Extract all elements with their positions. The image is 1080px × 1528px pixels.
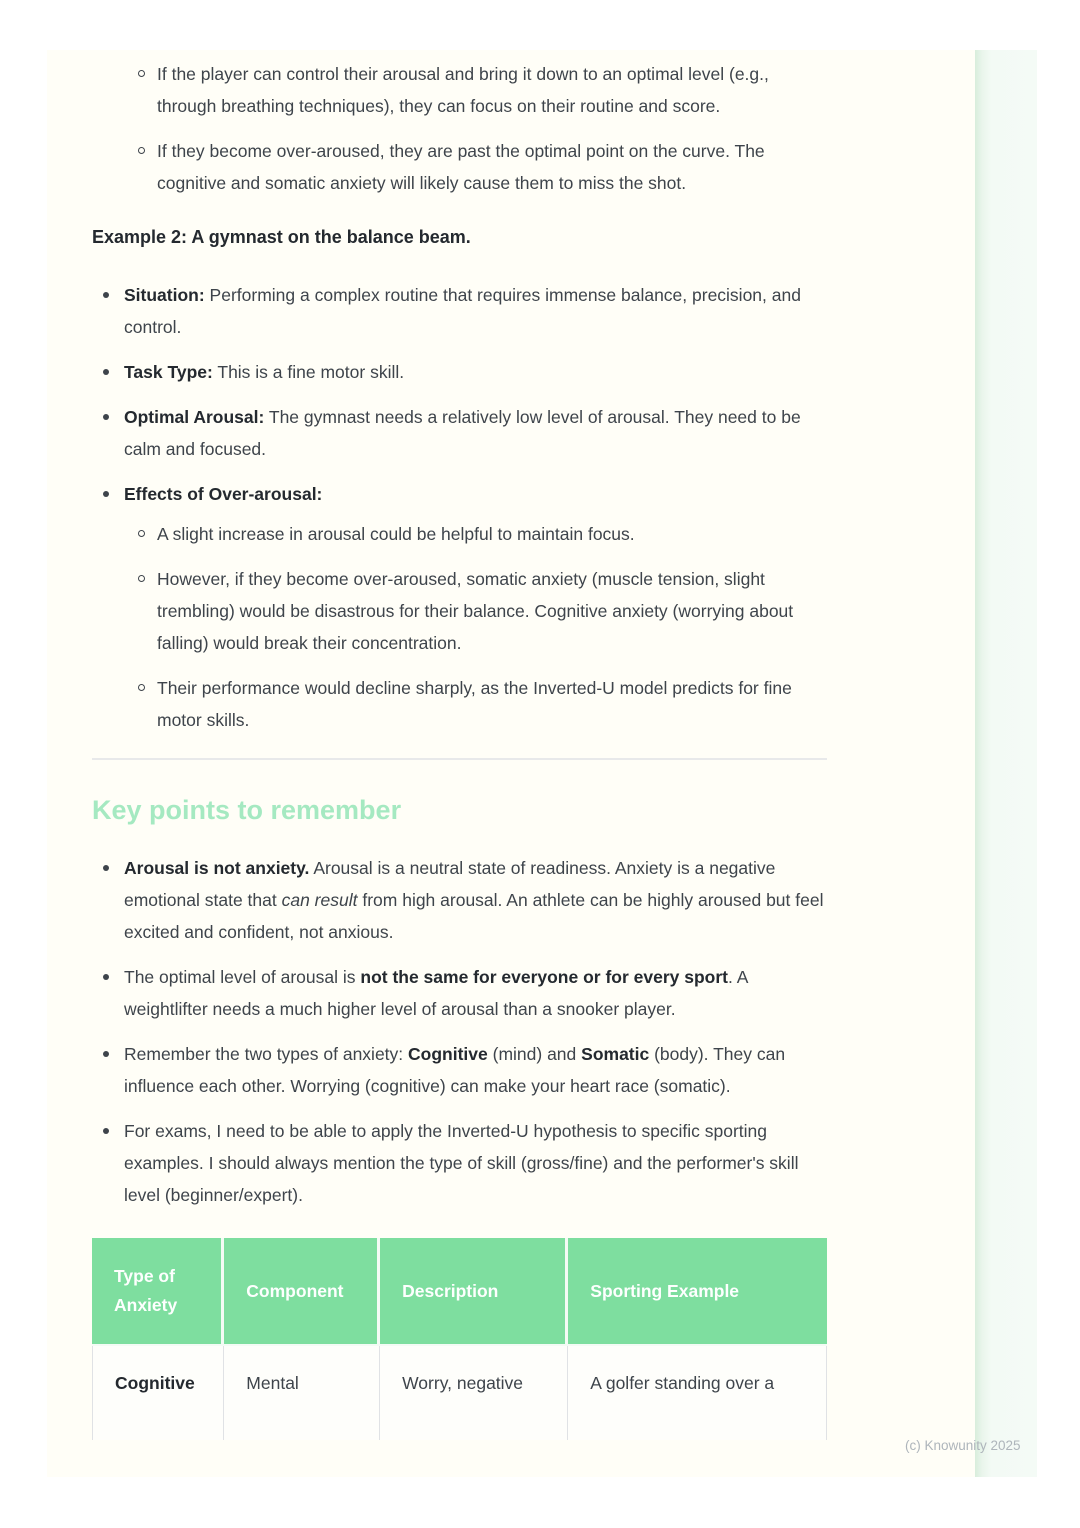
- disc-bullet-icon: [103, 292, 124, 298]
- disc-bullet-icon: [103, 1051, 124, 1057]
- list-item-text: [124, 356, 827, 388]
- list-item: [92, 1038, 827, 1102]
- list-item: [92, 852, 827, 948]
- list-item-text: [124, 961, 827, 1025]
- disc-bullet-icon: [103, 865, 124, 871]
- disc-bullet-icon: [103, 414, 124, 420]
- page-edge-stripe: [975, 50, 1037, 1477]
- notes-page: [47, 50, 975, 1477]
- bold-segment: Cognitive: [408, 1044, 488, 1064]
- circle-bullet-icon: [138, 575, 157, 582]
- bullet-body: The gymnast needs a relatively low level of arousal. They need to be calm and focused.: [124, 407, 801, 459]
- example2-title: Example 2: A gymnast on the balance beam.: [92, 227, 471, 247]
- list-item-text: [124, 1038, 827, 1102]
- list-item: [92, 279, 827, 343]
- list-item-text: If the player can control their arousal and bring it down to an optimal level (e.g., through breathing techniques), they can focus on their routine and score.: [157, 64, 769, 116]
- copyright-watermark: (c) Knowunity 2025: [905, 1438, 1021, 1453]
- list-item-text: [124, 279, 827, 343]
- circle-bullet-icon: [138, 684, 157, 691]
- example2-bullet-list: [92, 279, 827, 510]
- list-item: [92, 58, 827, 122]
- text-segment: Remember the two types of anxiety:: [124, 1044, 409, 1064]
- anxiety-types-table: [92, 1238, 827, 1440]
- table-header-cell: Component: [224, 1238, 380, 1346]
- list-item-text: However, if they become over-aroused, somatic anxiety (muscle tension, slight trembling) would be disastrous for their balance. Cognitive anxiety (worrying about falling) would break their concentration.: [157, 569, 794, 653]
- list-item: [92, 356, 827, 388]
- bullet-body: This is a fine motor skill.: [212, 362, 405, 382]
- list-item-text: A slight increase in arousal could be helpful to maintain focus.: [157, 524, 635, 544]
- list-item: [92, 135, 827, 199]
- table-header-cell: Sporting Example: [568, 1238, 827, 1346]
- list-item: [92, 961, 827, 1025]
- bullet-label: Situation:: [124, 285, 205, 305]
- disc-bullet-icon: [103, 1128, 124, 1134]
- table-cell: A golfer standing over a: [568, 1346, 827, 1440]
- list-item: [92, 563, 827, 659]
- table-cell: Cognitive: [92, 1346, 224, 1440]
- bold-segment: Arousal is not anxiety.: [124, 858, 310, 878]
- table-header-cell: Description: [380, 1238, 568, 1346]
- bold-segment: Somatic: [581, 1044, 650, 1064]
- text-segment: (body). They can influence each other. Worrying (cognitive) can make your heart race (somatic).: [124, 1044, 786, 1096]
- circle-bullet-icon: [138, 147, 157, 154]
- key-points-heading: Key points to remember: [92, 795, 402, 825]
- bold-segment: not the same for everyone or for every sport: [360, 967, 728, 987]
- list-item: [92, 401, 827, 465]
- disc-bullet-icon: [103, 369, 124, 375]
- key-points-bullet-list: [92, 852, 827, 1211]
- table-header-cell: Type of Anxiety: [92, 1238, 224, 1346]
- table-row: [92, 1346, 827, 1440]
- page-content: [92, 58, 827, 1440]
- text-segment: Arousal is a neutral state of readiness. Anxiety is a negative emotional state that: [124, 858, 776, 910]
- list-item-text: [124, 852, 827, 948]
- list-item-text: [124, 401, 827, 465]
- table-cell: Mental: [224, 1346, 380, 1440]
- list-item-text: For exams, I need to be able to apply the Inverted-U hypothesis to specific sporting examples. I should always mention the type of skill (gross/fine) and the performer's skill level (beginner/expert).: [124, 1121, 799, 1205]
- list-item: [92, 672, 827, 736]
- list-item-text: If they become over-aroused, they are past the optimal point on the curve. The cognitive and somatic anxiety will likely cause them to miss the shot.: [157, 141, 765, 193]
- text-segment: (mind) and: [487, 1044, 582, 1064]
- text-segment: The optimal level of arousal is: [124, 967, 361, 987]
- text-segment: from high arousal. An athlete can be highly aroused but feel excited and confident, not anxious.: [124, 890, 824, 942]
- disc-bullet-icon: [103, 491, 124, 497]
- text-segment: . A weightlifter needs a much higher level of arousal than a snooker player.: [124, 967, 748, 1019]
- list-item: [92, 1115, 827, 1211]
- bullet-label: Effects of Over-arousal:: [124, 484, 323, 504]
- circle-bullet-icon: [138, 530, 157, 537]
- list-item: [92, 518, 827, 550]
- bullet-label: Optimal Arousal:: [124, 407, 265, 427]
- bullet-body: Performing a complex routine that requires immense balance, precision, and control.: [124, 285, 801, 337]
- table-header-row: [92, 1238, 827, 1346]
- disc-bullet-icon: [103, 974, 124, 980]
- section-divider: [92, 758, 827, 760]
- list-item-text: Their performance would decline sharply, as the Inverted-U model predicts for fine motor skills.: [157, 678, 792, 730]
- effects-sub-bullet-list: [92, 518, 827, 736]
- list-item: [92, 478, 827, 510]
- list-item-text: [124, 478, 827, 510]
- circle-bullet-icon: [138, 70, 157, 77]
- italic-segment: can result: [281, 890, 358, 910]
- intro-sub-bullet-list: [92, 58, 827, 199]
- table-cell: Worry, negative: [380, 1346, 568, 1440]
- bullet-label: Task Type:: [124, 362, 213, 382]
